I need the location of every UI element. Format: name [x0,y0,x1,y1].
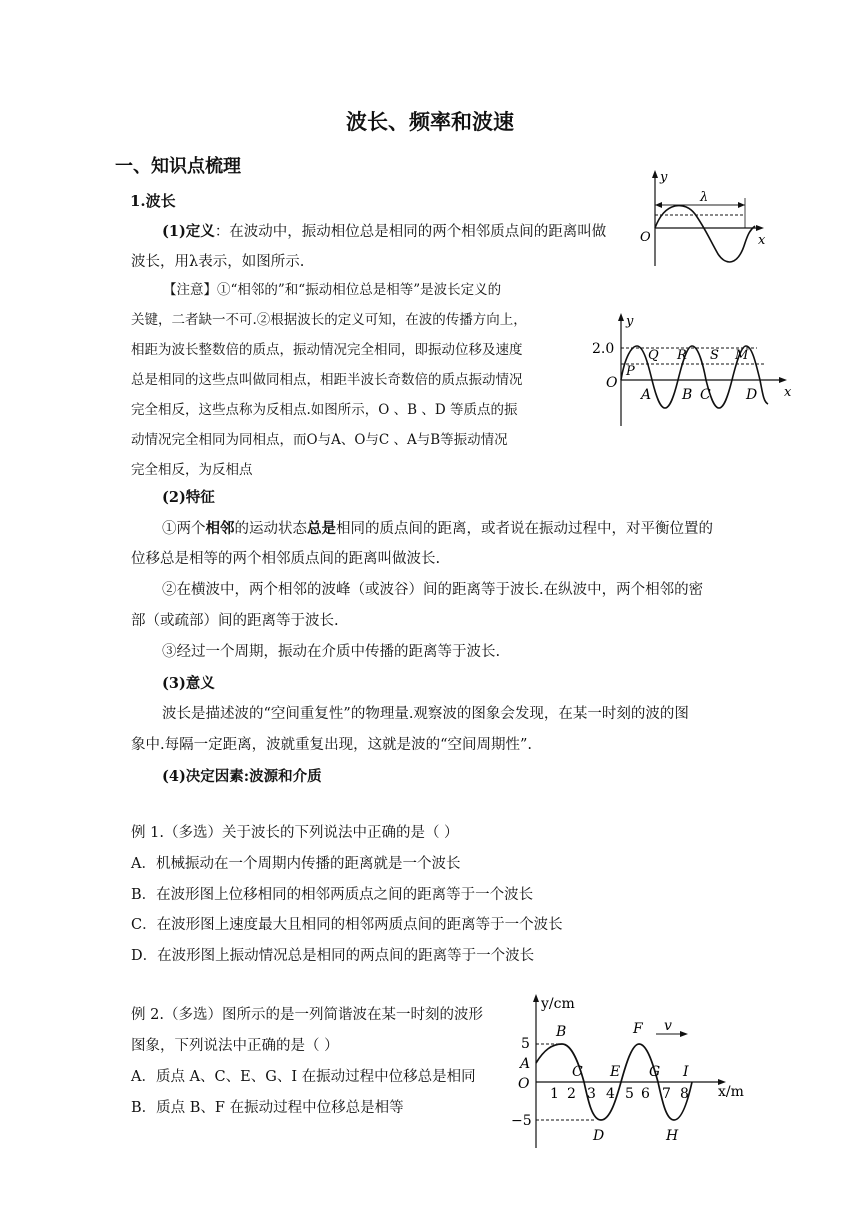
example1-stem: 例 1.（多选）关于波长的下列说法中正确的是（ ） [131,825,459,841]
feature-label: (2)特征 [162,489,215,506]
factors-label: (4)决定因素:波源和介质 [162,768,322,785]
note-line: 相距为波长整数倍的质点，振动情况完全相同，即振动位移及速度 [131,342,523,358]
fig3-y-label: y/cm [541,996,575,1012]
feature-line-4: 部（或疏部）间的距离等于波长. [131,613,339,629]
fig2-y-label: y [626,314,634,329]
note-line: 关键，二者缺一不可.②根据波长的定义可知，在波的传播方向上， [131,312,527,328]
fig3-tick-6: 6 [641,1086,650,1102]
subsection-heading: 1.波长 [130,192,176,210]
feature-line-3: ②在横波中，两个相邻的波峰（或波谷）间的距离等于波长.在纵波中，两个相邻的密 [162,582,704,598]
note-line: 总是相同的这些点叫做同相点，相距半波长奇数倍的质点振动情况 [131,372,523,388]
fig3-tick-2: 2 [567,1086,576,1102]
example1-option: D．在波形图上振动情况总是相同的两点间的距离等于一个波长 [131,948,535,964]
note-line: 完全相反，这些点称为反相点.如图所示，O 、B 、D 等质点的振 [131,402,518,418]
definition-text: ：在波动中，振动相位总是相同的两个相邻质点间的距离叫做 [214,224,607,240]
meaning-line-1: 波长是描述波的“空间重复性”的物理量.观察波的图象会发现，在某一时刻的波的图 [162,706,689,722]
fig3-velocity: v [664,1018,672,1034]
fig2-point-M: M [735,348,749,363]
definition-label: (1)定义 [162,223,215,240]
definition-line-1 [162,216,606,248]
fig3-point-G: G [649,1064,661,1080]
feature-emphasis: 总是 [307,520,336,537]
note-line: 【注意】①“相邻的”和“振动相位总是相等”是波长定义的 [163,282,502,298]
fig3-tick-3: 3 [587,1086,596,1102]
example1-option: B．在波形图上位移相同的相邻两质点之间的距离等于一个波长 [131,887,534,903]
fig3-point-A: A [520,1056,531,1072]
fig2-point-R: R [677,348,687,363]
fig3-y5: 5 [521,1036,530,1052]
fig3-point-C: C [572,1064,583,1080]
fig1-x-label: x [758,233,766,248]
wavelength-figure [620,168,790,270]
fig3-ym5: −5 [511,1113,532,1129]
fig3-tick-4: 4 [606,1086,615,1102]
fig2-x-label: x [784,385,792,400]
fig2-amplitude: 2.0 [592,341,615,357]
in-phase-figure [592,308,797,430]
fig2-point-D: D [746,387,758,403]
note-line: 动情况完全相同为同相点，而O与A、O与C 、A与B等振动情况 [131,432,508,448]
example2-stem-1: 例 2.（多选）图所示的是一列简谐波在某一时刻的波形 [131,1007,483,1023]
fig3-x-label: x/m [718,1084,744,1100]
feature-text: 相同的质点间的距离，或者说在振动过程中，对平衡位置的 [336,521,713,537]
fig3-point-B: B [556,1024,567,1040]
fig2-point-C: C [700,387,711,403]
fig1-y-label: y [660,170,668,185]
fig2-point-Q: Q [648,348,659,363]
fig2-point-P: P [626,364,635,379]
feature-line-1 [162,513,713,545]
feature-line-2: 位移总是相等的两个相邻质点间的距离叫做波长. [131,551,441,567]
fig2-origin: O [606,375,618,391]
fig2-point-A: A [641,387,652,403]
meaning-label: (3)意义 [162,675,215,692]
definition-line-2: 波长，用λ表示，如图所示. [131,254,305,270]
fig2-point-B: B [682,387,693,403]
example1-option: A．机械振动在一个周期内传播的距离就是一个波长 [131,856,461,872]
fig3-tick-7: 7 [662,1086,671,1102]
fig3-point-H: H [666,1128,679,1144]
feature-text: 的运动状态 [234,521,307,537]
fig3-origin: O [518,1076,530,1092]
fig3-tick-8: 8 [680,1086,689,1102]
example1-option: C．在波形图上速度最大且相同的相邻两质点间的距离等于一个波长 [131,917,563,933]
example2-option: A．质点 A、C、E、G、I 在振动过程中位移总是相同 [131,1069,476,1085]
section-heading: 一、知识点梳理 [115,156,241,177]
fig3-tick-5: 5 [625,1086,634,1102]
feature-text: ①两个 [162,521,206,537]
fig3-point-F: F [633,1021,643,1037]
fig1-origin: O [640,230,651,245]
fig3-point-I: I [683,1064,689,1080]
wave-graph-figure [506,988,756,1153]
example2-option: B．质点 B、F 在振动过程中位移总是相等 [131,1100,404,1116]
meaning-line-2: 象中.每隔一定距离，波就重复出现，这就是波的“空间周期性”. [131,737,533,753]
page-title: 波长、频率和波速 [346,110,514,134]
feature-emphasis: 相邻 [205,520,235,537]
note-line: 完全相反，为反相点 [131,462,253,478]
feature-line-5: ③经过一个周期，振动在介质中传播的距离等于波长. [162,644,501,660]
fig2-point-S: S [710,348,719,363]
fig3-point-D: D [593,1128,605,1144]
example2-stem-2: 图象，下列说法中正确的是（ ） [131,1038,339,1054]
fig3-tick-1: 1 [550,1086,559,1102]
fig3-point-E: E [610,1064,621,1080]
fig1-lambda: λ [700,190,709,205]
